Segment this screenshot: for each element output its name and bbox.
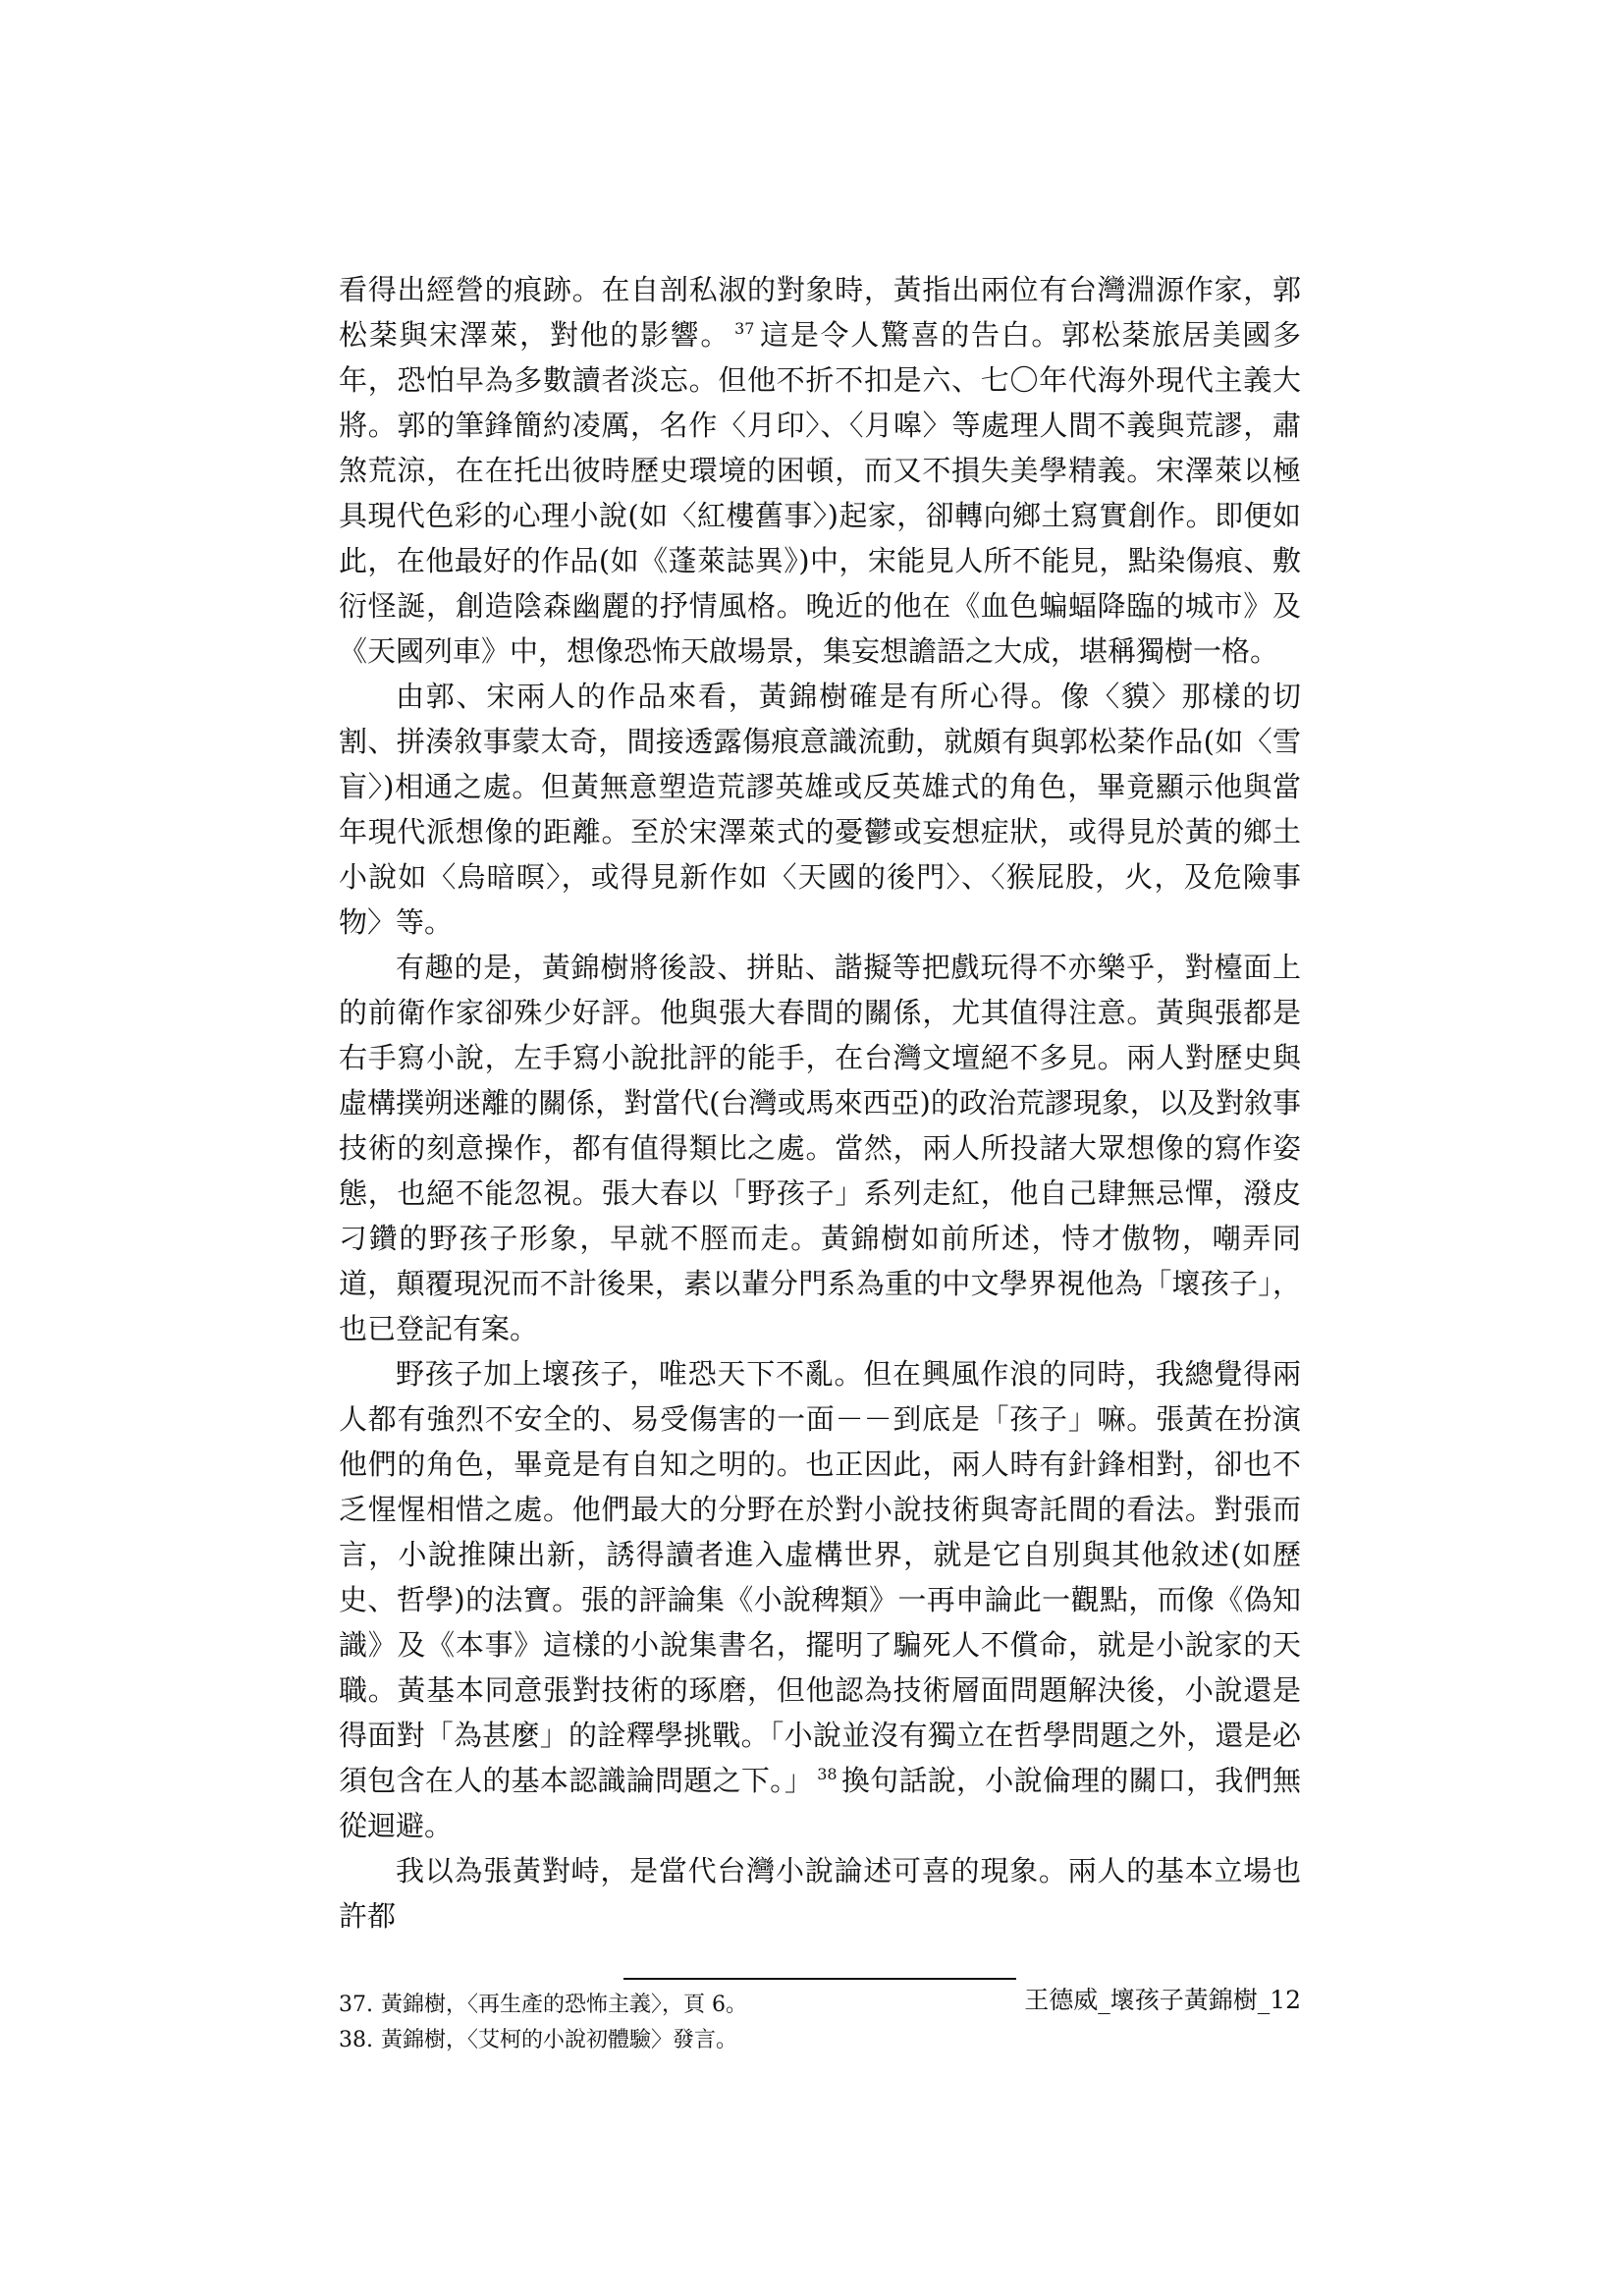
paragraph-1 bbox=[339, 267, 1301, 674]
footnote-38 bbox=[339, 2023, 1301, 2058]
document-page bbox=[339, 267, 1301, 2058]
paragraph-3: 有趣的是，黃錦樹將後設、拼貼、諧擬等把戲玩得不亦樂乎，對檯面上的前衛作家卻殊少好評。他與張大春間的關係，尤其值得注意。黃與張都是右手寫小說，左手寫小說批評的能手，在台灣文壇絕不多見。兩人對歷史與虛構撲朔迷離的關係，對當代(台灣或馬來西亞)的政治荒謬現象，以及對敘事技術的刻意操作，都有值得類比之處。當然，兩人所投諸大眾想像的寫作姿態，也絕不能忽視。張大春以「野孩子」系列走紅，他自己肆無忌憚，潑皮刁鑽的野孩子形象，早就不脛而走。黃錦樹如前所述，恃才傲物，嘲弄同道，顛覆現況而不計後果，素以輩分門系為重的中文學界視他為「壞孩子」，也已登記有案。 bbox=[339, 951, 1301, 1345]
running-footer: 王德威_壞孩子黃錦樹_12 bbox=[1024, 1986, 1301, 2014]
footnote-ref-38[interactable]: 38 bbox=[817, 1765, 838, 1784]
footnote-number: 37. bbox=[339, 1993, 373, 2017]
paragraph-1-part-1: 看得出經營的痕跡。在自剖私淑的對象時，黃指出兩位有台灣淵源作家，郭松棻與宋澤萊，對他的影響。 bbox=[339, 273, 1301, 352]
footnote-ref-37[interactable]: 37 bbox=[734, 319, 755, 339]
paragraph-4-part-1: 野孩子加上壞孩子，唯恐天下不亂。但在興風作浪的同時，我總覺得兩人都有強烈不安全的、易受傷害的一面－－到底是「孩子」嘛。張黃在扮演他們的角色，畢竟是有自知之明的。也正因此，兩人時有針鋒相對，卻也不乏惺惺相惜之處。他們最大的分野在於對小說技術與寄託間的看法。對張而言，小說推陳出新，誘得讀者進入虛構世界，就是它自別與其他敘述(如歷史、哲學)的法寶。張的評論集《小說稗類》一再申論此一觀點，而像《偽知識》及《本事》這樣的小說集書名，擺明了騙死人不償命，就是小說家的天職。黃基本同意張對技術的琢磨，但他認為技術層面問題解決後，小說還是得面對「為甚麼」的詮釋學挑戰。「小說並沒有獨立在哲學問題之外，還是必須包含在人的基本認識論問題之下。」 bbox=[339, 1357, 1301, 1797]
body-text bbox=[339, 267, 1301, 1939]
paragraph-2: 由郭、宋兩人的作品來看，黃錦樹確是有所心得。像〈貘〉那樣的切割、拼湊敘事蒙太奇，間接透露傷痕意識流動，就頗有與郭松棻作品(如〈雪盲〉)相通之處。但黃無意塑造荒謬英雄或反英雄式的角色，畢竟顯示他與當年現代派想像的距離。至於宋澤萊式的憂鬱或妄想症狀，或得見於黃的鄉土小說如〈烏暗暝〉，或得見新作如〈天國的後門〉、〈猴屁股，火，及危險事物〉等。 bbox=[339, 680, 1301, 939]
footnote-text: 黃錦樹，〈艾柯的小說初體驗〉發言。 bbox=[381, 2028, 738, 2052]
footnote-divider bbox=[623, 1978, 1016, 1980]
paragraph-4-part-2: 換句話說，小說倫理的關口，我們無從迴避。 bbox=[339, 1764, 1301, 1842]
footnote-text: 黃錦樹，〈再生產的恐怖主義〉，頁 6。 bbox=[381, 1993, 747, 2017]
paragraph-1-part-2: 這是令人驚喜的告白。郭松棻旅居美國多年，恐怕早為多數讀者淡忘。但他不折不扣是六、七〇年代海外現代主義大將。郭的筆鋒簡約凌厲，名作〈月印〉、〈月嗥〉等處理人間不義與荒謬，肅煞荒涼，在在托出彼時歷史環境的困頓，而又不損失美學精義。宋澤萊以極具現代色彩的心理小說(如〈紅樓舊事〉)起家，卻轉向鄉土寫實創作。即便如此，在他最好的作品(如《蓬萊誌異》)中，宋能見人所不能見，點染傷痕、敷衍怪誕，創造陰森幽麗的抒情風格。晚近的他在《血色蝙蝠降臨的城市》及《天國列車》中，想像恐怖天啟場景，集妄想譫語之大成，堪稱獨樹一格。 bbox=[339, 318, 1301, 668]
footnote-number: 38. bbox=[339, 2028, 373, 2052]
paragraph-4 bbox=[339, 1351, 1301, 1848]
paragraph-5: 我以為張黃對峙，是當代台灣小說論述可喜的現象。兩人的基本立場也許都 bbox=[339, 1854, 1301, 1933]
